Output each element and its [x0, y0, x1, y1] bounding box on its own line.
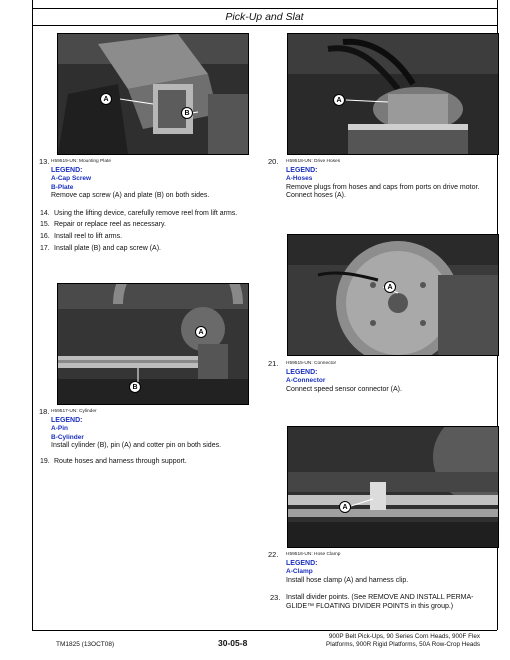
- step-instruction: Remove cap screw (A) and plate (B) on both sides.: [51, 192, 210, 199]
- step-number: 21.: [268, 359, 279, 368]
- legend-item: B-Cylinder: [51, 433, 84, 441]
- footer-description-line: Platforms, 900R Rigid Platforms, 50A Row-Crop Heads: [326, 641, 480, 648]
- callout-a: A: [100, 93, 112, 105]
- step-number: 20.: [268, 157, 279, 166]
- step-number: 16.: [40, 233, 50, 240]
- page-title: Pick-Up and Slat: [225, 11, 304, 23]
- legend-title: LEGEND:: [286, 166, 318, 174]
- figure-caption: H59519-UN: Mounting Plate: [51, 159, 111, 164]
- legend-title: LEGEND:: [286, 559, 318, 567]
- callout-a: A: [339, 501, 351, 513]
- figure-caption: H59516-UN: Hose Clamp: [286, 552, 341, 557]
- callout-a: A: [195, 326, 207, 338]
- footer-description-line: 900P Belt Pick-Ups, 90 Series Corn Heads, 900F Flex: [328, 633, 480, 640]
- step-22: [268, 551, 496, 587]
- step-19: [40, 457, 187, 466]
- step-instruction: Install divider points. (See REMOVE AND INSTALL PERMA-: [286, 594, 474, 601]
- step-instruction: GLIDE™ FLOATING DIVIDER POINTS in this group.): [286, 602, 454, 610]
- photo-hose-clamp: [287, 426, 499, 548]
- legend-item: B-Plate: [51, 183, 74, 191]
- figure-caption: H59515-UN: Connector: [286, 361, 337, 366]
- step-13: [39, 158, 259, 203]
- callout-a: A: [333, 94, 345, 106]
- step-number: 23.: [270, 593, 281, 602]
- step-21: [268, 360, 496, 400]
- figure-caption: H59518-UN: Drive Hoses: [286, 159, 341, 164]
- step-17: [40, 244, 161, 253]
- photo-connector: [287, 234, 499, 356]
- photo-drive-hoses: [287, 33, 499, 155]
- step-number: 15.: [40, 221, 50, 228]
- step-18: [39, 408, 267, 453]
- legend-title: LEGEND:: [51, 416, 83, 424]
- step-instruction: Install hose clamp (A) and harness clip.: [286, 576, 409, 584]
- step-16: [40, 232, 122, 241]
- step-instruction: Using the lifting device, carefully remove reel from lift arms.: [54, 210, 238, 217]
- footer-rule: [32, 630, 497, 631]
- step-instruction: Install plate (B) and cap screw (A).: [54, 245, 161, 252]
- footer-doc-id: TM1825 (13OCT08): [56, 641, 115, 648]
- step-number: 19.: [40, 458, 50, 465]
- legend-title: LEGEND:: [286, 368, 318, 376]
- photo-cylinder: [57, 283, 249, 405]
- step-instruction: Route hoses and harness through support.: [54, 458, 187, 465]
- step-instruction: Install reel to lift arms.: [54, 233, 123, 240]
- step-instruction: Connect hoses (A).: [286, 192, 346, 199]
- step-number: 13.: [39, 157, 50, 166]
- step-23: [270, 594, 496, 616]
- drive-hoses-illustration: [288, 34, 498, 154]
- hose-clamp-illustration: [288, 427, 498, 547]
- legend-item: A-Connector: [286, 377, 326, 384]
- photo-mounting-plate: [57, 33, 249, 155]
- step-instruction: Connect speed sensor connector (A).: [286, 385, 402, 393]
- connector-illustration: [288, 235, 498, 355]
- step-15: [40, 220, 166, 229]
- footer-page-number: 30-05-8: [218, 638, 248, 648]
- legend-item: A-Pin: [51, 425, 68, 432]
- callout-a: A: [384, 281, 396, 293]
- header-rule: [32, 25, 497, 26]
- step-number: 17.: [40, 245, 50, 252]
- footer-description: [300, 633, 480, 649]
- step-number: 22.: [268, 550, 279, 559]
- callout-b: B: [181, 107, 193, 119]
- step-14: [40, 209, 237, 218]
- step-20: [268, 158, 496, 203]
- cylinder-illustration: [58, 284, 248, 404]
- legend-title: LEGEND:: [51, 166, 83, 174]
- step-number: 18.: [39, 407, 50, 416]
- callout-b: B: [129, 381, 141, 393]
- figure-caption: H59517-UN: Cylinder: [51, 409, 97, 414]
- step-instruction: Repair or replace reel as necessary.: [54, 221, 166, 228]
- step-instruction: Install cylinder (B), pin (A) and cotter pin on both sides.: [51, 442, 222, 449]
- step-instruction: Remove plugs from hoses and caps from ports on drive motor.: [286, 183, 480, 191]
- legend-item: A-Cap Screw: [51, 175, 92, 182]
- legend-item: A-Hoses: [286, 175, 313, 182]
- mounting-plate-illustration: [58, 34, 248, 154]
- step-number: 14.: [40, 210, 50, 217]
- legend-item: A-Clamp: [286, 568, 313, 575]
